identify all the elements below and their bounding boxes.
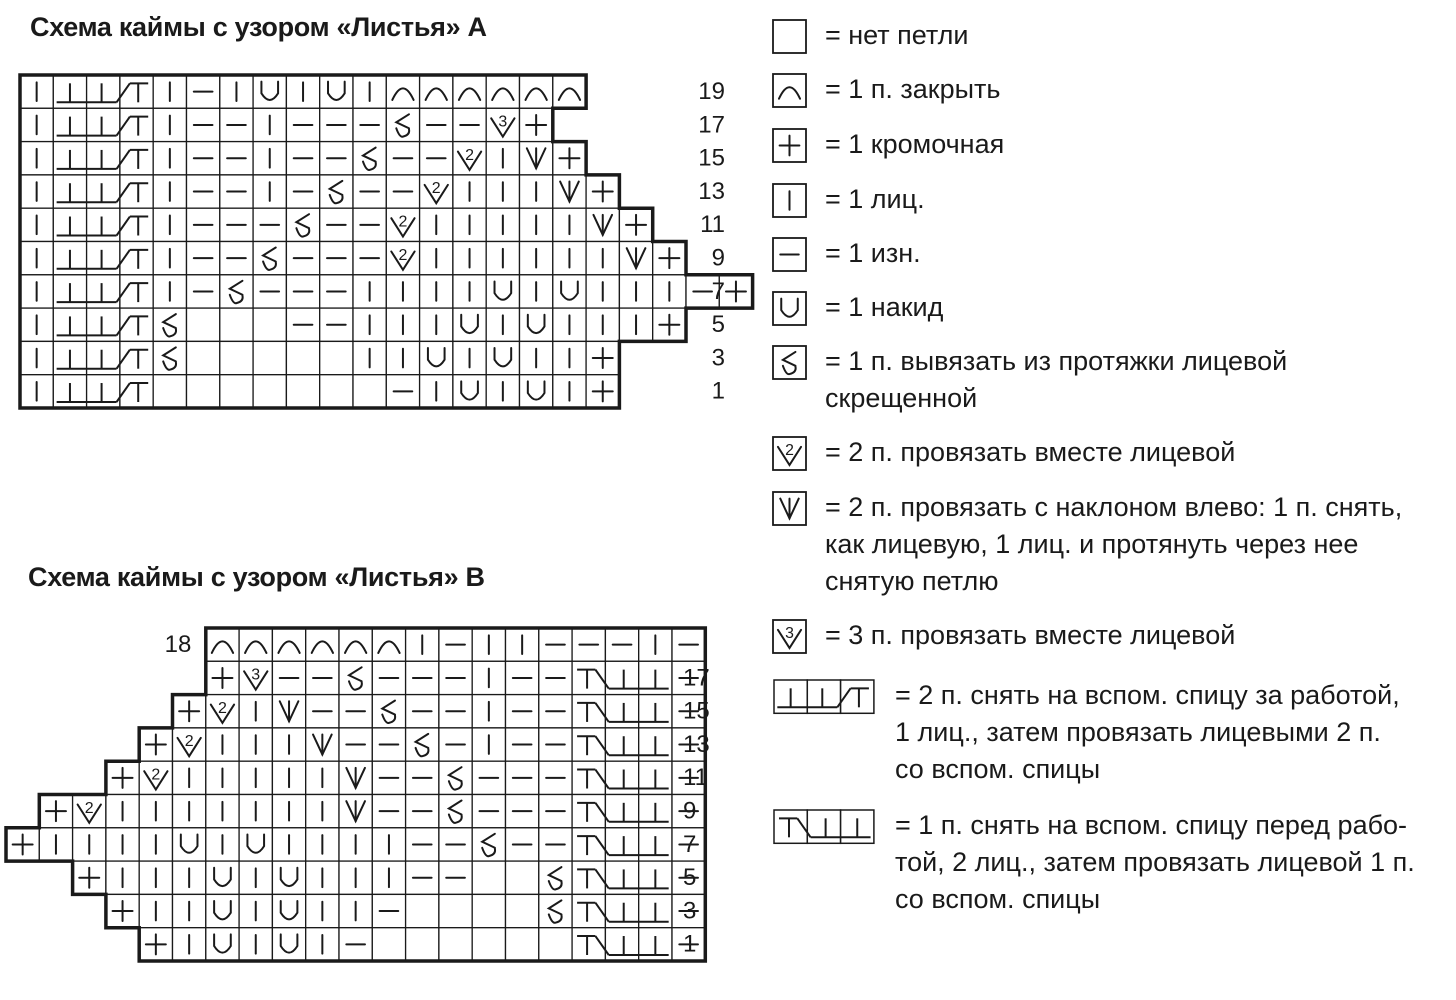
- legend-icon-none: [773, 20, 806, 53]
- legend-icon-k3tog: [773, 620, 806, 653]
- svg-text:2: 2: [184, 733, 194, 751]
- row-number: 13: [683, 730, 710, 758]
- row-number: 17: [683, 664, 710, 692]
- svg-text:2: 2: [218, 699, 227, 717]
- row-number: 1: [683, 930, 697, 958]
- row-number: 9: [711, 244, 725, 272]
- legend-text-k3tog: = 3 п. провязать вместе лицевой: [825, 620, 1236, 650]
- legend-icon-knit: [773, 184, 806, 217]
- row-number: 15: [683, 697, 710, 725]
- svg-text:3: 3: [785, 625, 794, 643]
- legend-text-yo: = 1 накид: [825, 292, 944, 322]
- legend-icon-bind: [773, 74, 806, 107]
- svg-text:2: 2: [465, 146, 474, 164]
- legend-text-twist: = 1 п. вывязать из протяжки лицевой скрещенной: [825, 346, 1288, 413]
- row-number: 11: [700, 211, 725, 239]
- row-number: 1: [711, 377, 725, 405]
- legend-icon-yo: [773, 292, 806, 325]
- legend-text-knit: = 1 лиц.: [825, 184, 925, 214]
- legend-text-edge: = 1 кромочная: [825, 129, 1005, 159]
- row-number: 5: [683, 864, 697, 892]
- chart-b-title: Схема каймы с узором «Листья» B: [28, 562, 485, 592]
- svg-text:2: 2: [785, 442, 794, 460]
- row-number: 9: [683, 797, 697, 825]
- svg-text:2: 2: [398, 213, 408, 231]
- row-number: 3: [683, 897, 697, 925]
- row-number: 7: [683, 830, 697, 858]
- legend-icon-cable-left: [774, 810, 874, 843]
- legend-text-bind: = 1 п. закрыть: [825, 74, 1001, 104]
- svg-text:2: 2: [398, 246, 408, 264]
- legend-icon-edge: [773, 129, 806, 162]
- row-number: 13: [698, 177, 725, 205]
- legend-text-purl: = 1 изн.: [825, 238, 921, 268]
- row-number: 7: [711, 277, 725, 305]
- legend-icon-twist: [773, 346, 806, 379]
- legend-text-cable-left: = 1 п. снять на вспом. спицу перед рабо- той, 2 лиц., затем провязать лицевой 1 п. со вспом. спицы: [895, 810, 1415, 914]
- row-number: 11: [683, 764, 708, 792]
- svg-text:2: 2: [151, 766, 161, 784]
- legend-text-ssk: = 2 п. провязать с наклоном влево: 1 п. снять, как лицевую, 1 лиц. и протянуть через нее снятую петлю: [825, 492, 1403, 596]
- svg-text:2: 2: [84, 799, 94, 817]
- row-number: 17: [698, 111, 725, 139]
- legend-icon-cable-right: [774, 680, 874, 713]
- row-number: 15: [698, 144, 725, 172]
- legend-text-k2tog: = 2 п. провязать вместе лицевой: [825, 437, 1236, 467]
- row-number: 3: [711, 344, 725, 372]
- row-number: 5: [711, 311, 725, 339]
- svg-text:2: 2: [431, 180, 441, 198]
- row-number-top: 18: [164, 630, 192, 658]
- legend-icon-ssk: [773, 492, 806, 525]
- legend-icon-k2tog: [773, 437, 806, 470]
- legend-text-cable-right: = 2 п. снять на вспом. спицу за работой, 1 лиц., затем провязать лицевыми 2 п. со вспом. спицы: [895, 680, 1400, 784]
- legend-text-none: = нет петли: [825, 20, 969, 50]
- svg-text:3: 3: [251, 666, 261, 684]
- chart-a-title: Схема каймы с узором «Листья» A: [30, 12, 487, 42]
- legend-icon-purl: [773, 238, 806, 271]
- svg-text:3: 3: [498, 113, 508, 131]
- row-number: 19: [698, 77, 725, 105]
